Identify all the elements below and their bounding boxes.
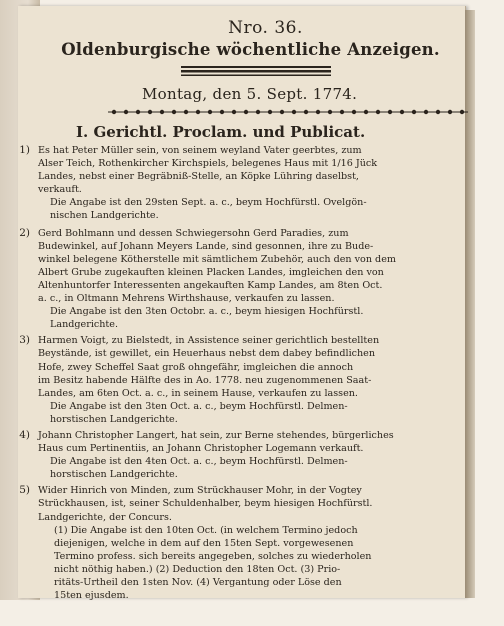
entry-number: 3) <box>19 334 30 347</box>
entry-sub-line: nicht nöthig haben.) (2) Deduction den 18ten Oct. (3) Prio- <box>54 563 341 575</box>
entry-text-line: im Besitz habende Hälfte des in Ao. 1778. neu zugenommenen Saat- <box>38 374 372 386</box>
entry-text-line: a. c., in Oltmann Mehrens Wirthshause, verkaufen zu lassen. <box>38 293 335 305</box>
entry-text-line: Alser Teich, Rothenkircher Kirchspiels, belegenes Haus mit 1/16 Jück <box>38 158 378 170</box>
entry-text-line: Altenhuntorfer Interessenten angekauften Kamp Landes, am 8ten Oct. <box>38 279 383 291</box>
entry-text-line: winkel belegene Kötherstelle mit sämtlichem Zubehör, auch den von dem <box>38 253 396 265</box>
entry-text-line: Gerd Bohlmann und dessen Schwiegersohn Gerd Paradies, zum <box>38 227 349 239</box>
entry-text-line: Strückhausen, ist, seiner Schuldenhalber, beym hiesigen Hochfürstl. <box>38 498 373 510</box>
entry-note-line: Die Angabe ist den 29sten Sept. a. c., beym Hochfürstl. Ovelgön- <box>50 197 367 209</box>
section-heading: I. Gerichtl. Proclam. und Publicat. <box>76 123 366 141</box>
entry-sub-line: ritäts-Urtheil den 1sten Nov. (4) Vergantung oder Löse den <box>54 577 342 588</box>
entry-text-line: Albert Grube zugekauften kleinen Placken Landes, imgleichen den von <box>38 266 384 278</box>
entry-note-line: horstischen Landgerichte. <box>50 469 178 481</box>
entry-note-line: Die Angabe ist den 3ten Oct. a. c., beym Hochfürstl. Delmen- <box>50 400 348 412</box>
notice-entry-4 <box>19 428 453 481</box>
entry-note-line: nischen Landgerichte. <box>50 210 159 222</box>
entry-text-line: Harmen Voigt, zu Bielstedt, in Assistence seiner gerichtlich bestellten <box>38 335 380 347</box>
entry-text-line: Hofe, zwey Scheffel Saat groß ohngefähr, imgleichen die annoch <box>38 361 354 373</box>
entry-text-line: Haus cum Pertinentiis, an Johann Christopher Logemann verkauft. <box>38 443 364 455</box>
entry-text-line: verkauft. <box>38 184 82 196</box>
entry-note-line: Die Angabe ist den 3ten Octobr. a. c., beym hiesigen Hochfürstl. <box>50 306 364 318</box>
page-edge-shadow <box>465 10 475 598</box>
notice-entry-1 <box>19 144 453 223</box>
issue-date: Montag, den 5. Sept. 1774. <box>142 85 358 103</box>
entry-number: 1) <box>19 144 30 156</box>
entry-text-line: Landgerichte, der Concurs. <box>38 511 172 523</box>
entry-note-line: horstischen Landgerichte. <box>50 413 178 425</box>
entry-sub-line: (1) Die Angabe ist den 10ten Oct. (in welchem Termino jedoch <box>54 524 358 536</box>
entry-text-line: Es hat Peter Müller sein, von seinem weyland Vater geerbtes, zum <box>38 145 362 156</box>
ornamental-border-rule <box>108 107 468 117</box>
entry-sub-line: Termino profess. sich bereits angegeben, solches zu wiederholen <box>54 550 372 562</box>
notice-entry-2 <box>19 226 453 332</box>
page-text <box>19 18 453 602</box>
entry-note-line: Landgerichte. <box>50 319 119 331</box>
entry-text-line: Wider Hinrich von Minden, zum Strückhauser Mohr, in der Vogtey <box>38 485 362 497</box>
double-rule-ornament <box>181 65 331 77</box>
entry-note-line: Die Angabe ist den 4ten Oct. a. c., beym Hochfürstl. Delmen- <box>50 456 348 468</box>
entry-number: 2) <box>19 226 30 239</box>
entry-number: 4) <box>19 428 30 441</box>
entry-text-line: Johann Christopher Langert, hat sein, zur Berne stehendes, bürgerliches <box>38 429 394 441</box>
issue-number: Nro. 36. <box>228 18 303 38</box>
entry-sub-line: 15ten ejusdem. <box>54 590 129 602</box>
entry-text-line: Beystände, ist gewillet, ein Heuerhaus nebst dem dabey befindlichen <box>38 348 376 360</box>
entry-text-line: Landes, am 6ten Oct. a. c., in seinem Hause, verkaufen zu lassen. <box>38 387 358 399</box>
entry-text-line: Budewinkel, auf Johann Meyers Lande, sind gesonnen, ihre zu Bude- <box>38 240 374 252</box>
notice-entry-3 <box>19 334 453 426</box>
entry-text-line: Landes, nebst einer Begräbniß-Stelle, an Köpke Lühring daselbst, <box>38 171 359 183</box>
newspaper-title: Oldenburgische wöchentliche Anzeigen. <box>61 40 440 59</box>
notice-entry-5 <box>19 484 453 602</box>
entry-sub-line: diejenigen, welche in dem auf den 15ten Sept. vorgewesenen <box>54 537 354 549</box>
entry-number: 5) <box>19 484 30 497</box>
